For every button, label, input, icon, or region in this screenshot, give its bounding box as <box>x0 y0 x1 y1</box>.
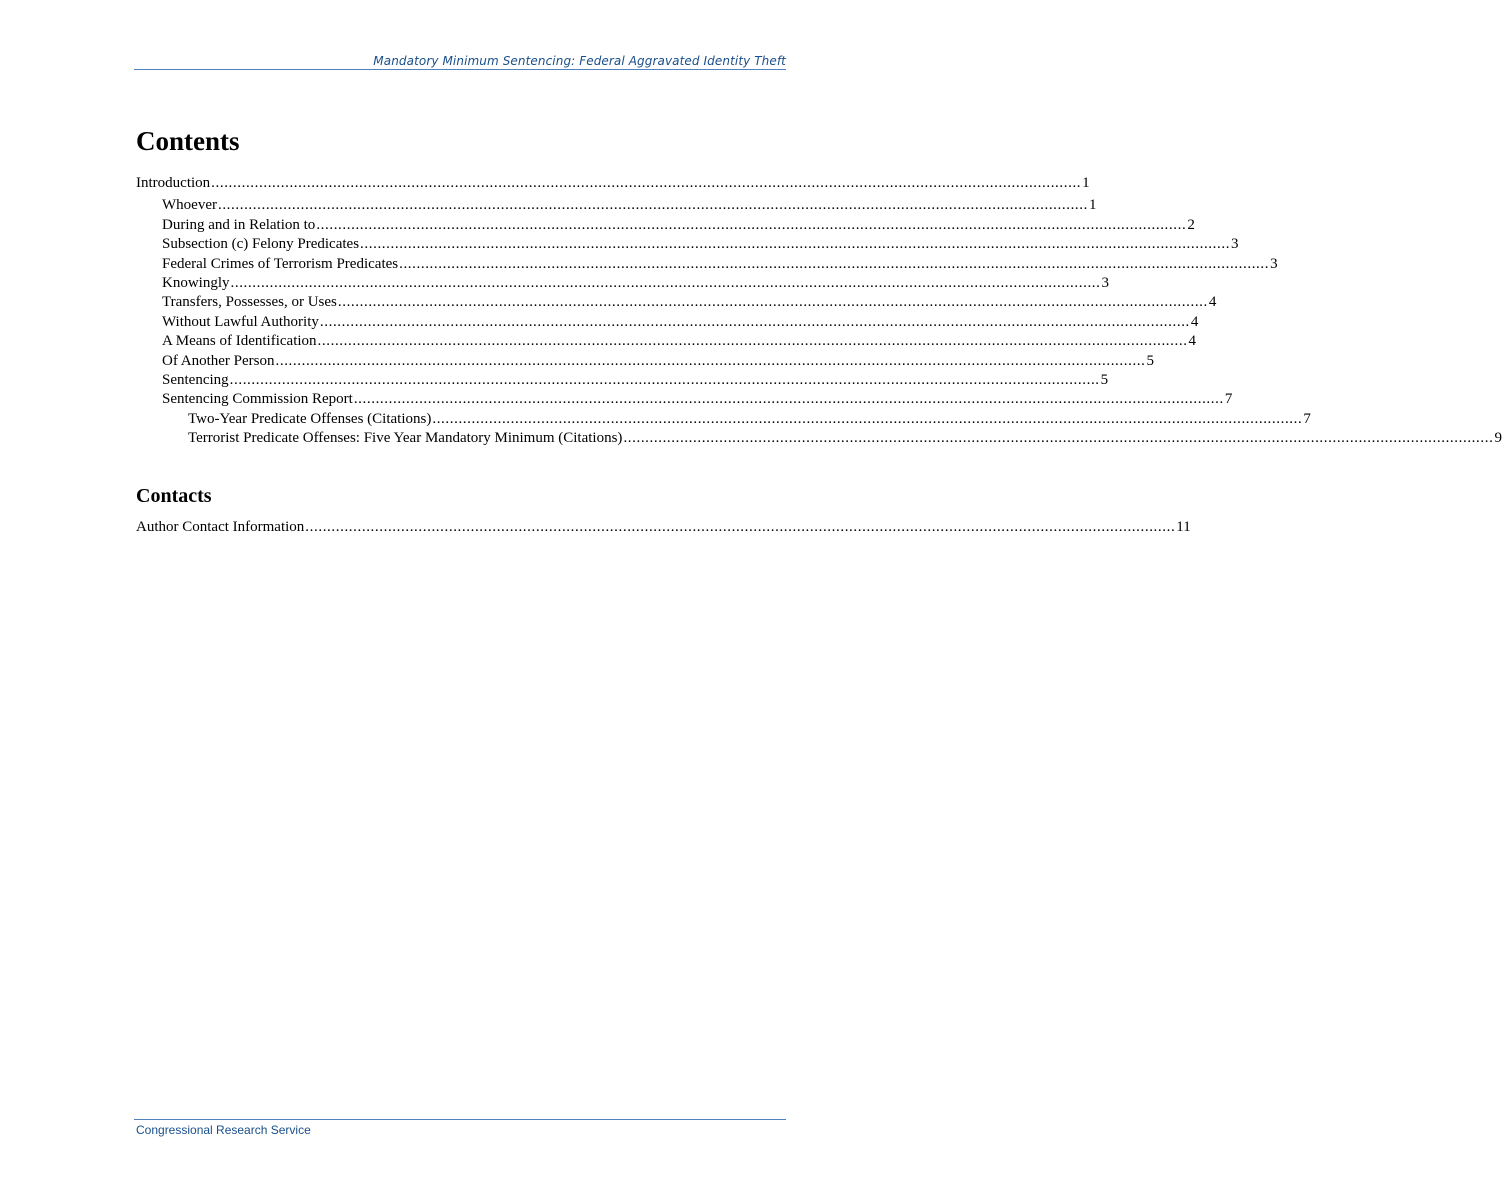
toc-dot-leader: ........................................................................................................................................................................................................ <box>229 371 1100 388</box>
toc-entry-page: 7 <box>1224 391 1233 408</box>
toc-entry[interactable] <box>136 429 1502 448</box>
toc-entry-page: 3 <box>1270 255 1278 272</box>
toc-entry[interactable] <box>136 352 1154 371</box>
toc-entry-title: Of Another Person <box>162 352 275 369</box>
toc-entry-page: 5 <box>1100 371 1109 388</box>
toc-dot-leader: ........................................................................................................................................................................................................ <box>217 197 1088 214</box>
contacts-list <box>136 518 1191 537</box>
toc-entry-title: A Means of Identification <box>162 333 317 350</box>
toc-entry-page: 1 <box>1088 197 1097 214</box>
toc-entry[interactable] <box>136 518 1191 537</box>
toc-entry[interactable] <box>136 196 1097 215</box>
toc-dot-leader: ........................................................................................................................................................................................................ <box>353 391 1224 408</box>
toc-entry[interactable] <box>136 313 1199 332</box>
toc-entry-page: 3 <box>1231 236 1239 253</box>
toc-entry[interactable] <box>136 293 1217 312</box>
footer-divider <box>134 1119 786 1120</box>
toc-entry[interactable] <box>136 332 1197 351</box>
toc-entry-title: Subsection (c) Felony Predicates <box>162 236 360 253</box>
toc-entry-title: Two-Year Predicate Offenses (Citations) <box>188 410 432 427</box>
running-header-title: Mandatory Minimum Sentencing: Federal Aggravated Identity Theft <box>373 54 786 68</box>
footer-publisher: Congressional Research Service <box>136 1123 311 1137</box>
toc-entry-page: 5 <box>1146 352 1154 369</box>
toc-entry-title: Sentencing Commission Report <box>162 391 353 408</box>
toc-entry-title: Introduction <box>136 175 211 191</box>
toc-dot-leader: ........................................................................................................................................................................................................ <box>211 175 1082 191</box>
toc-entry-title: Without Lawful Authority <box>162 313 319 330</box>
toc-dot-leader: ........................................................................................................................................................................................................ <box>230 274 1101 291</box>
toc-entry-title: Knowingly <box>162 274 230 291</box>
toc-entry-page: 11 <box>1176 519 1191 535</box>
toc-dot-leader: ........................................................................................................................................................................................................ <box>337 294 1208 311</box>
table-of-contents <box>136 174 1502 448</box>
toc-entry-page: 7 <box>1303 410 1311 427</box>
toc-entry-page: 3 <box>1101 274 1109 291</box>
toc-entry-page: 4 <box>1208 294 1217 311</box>
toc-entry[interactable] <box>136 390 1233 409</box>
toc-entry-title: During and in Relation to <box>162 216 316 233</box>
toc-dot-leader: ........................................................................................................................................................................................................ <box>399 255 1270 272</box>
toc-dot-leader: ........................................................................................................................................................................................................ <box>275 352 1146 369</box>
header-divider <box>134 69 786 70</box>
toc-entry-title: Transfers, Possesses, or Uses <box>162 294 337 311</box>
toc-entry-page: 2 <box>1187 216 1195 233</box>
toc-entry[interactable] <box>136 255 1278 274</box>
toc-entry-title: Author Contact Information <box>136 519 305 535</box>
toc-dot-leader: ........................................................................................................................................................................................................ <box>305 519 1176 535</box>
toc-dot-leader: ........................................................................................................................................................................................................ <box>317 333 1188 350</box>
toc-entry[interactable] <box>136 174 1090 193</box>
contents-heading: Contents <box>136 126 240 156</box>
toc-dot-leader: ........................................................................................................................................................................................................ <box>360 236 1231 253</box>
toc-dot-leader: ........................................................................................................................................................................................................ <box>316 216 1187 233</box>
toc-entry[interactable] <box>136 274 1109 293</box>
toc-dot-leader: ........................................................................................................................................................................................................ <box>432 410 1303 427</box>
toc-entry-page: 9 <box>1494 430 1502 447</box>
toc-dot-leader: ........................................................................................................................................................................................................ <box>623 430 1494 447</box>
toc-entry-title: Terrorist Predicate Offenses: Five Year Mandatory Minimum (Citations) <box>188 430 623 447</box>
toc-entry-title: Whoever <box>162 197 217 214</box>
toc-entry[interactable] <box>136 410 1311 429</box>
toc-entry[interactable] <box>136 216 1195 235</box>
toc-entry-title: Sentencing <box>162 371 229 388</box>
toc-dot-leader: ........................................................................................................................................................................................................ <box>319 313 1190 330</box>
contacts-heading: Contacts <box>136 485 212 507</box>
toc-entry-page: 1 <box>1082 175 1090 191</box>
toc-entry-page: 4 <box>1190 313 1199 330</box>
toc-entry[interactable] <box>136 235 1239 254</box>
toc-entry[interactable] <box>136 371 1109 390</box>
toc-entry-page: 4 <box>1188 333 1197 350</box>
toc-entry-title: Federal Crimes of Terrorism Predicates <box>162 255 399 272</box>
